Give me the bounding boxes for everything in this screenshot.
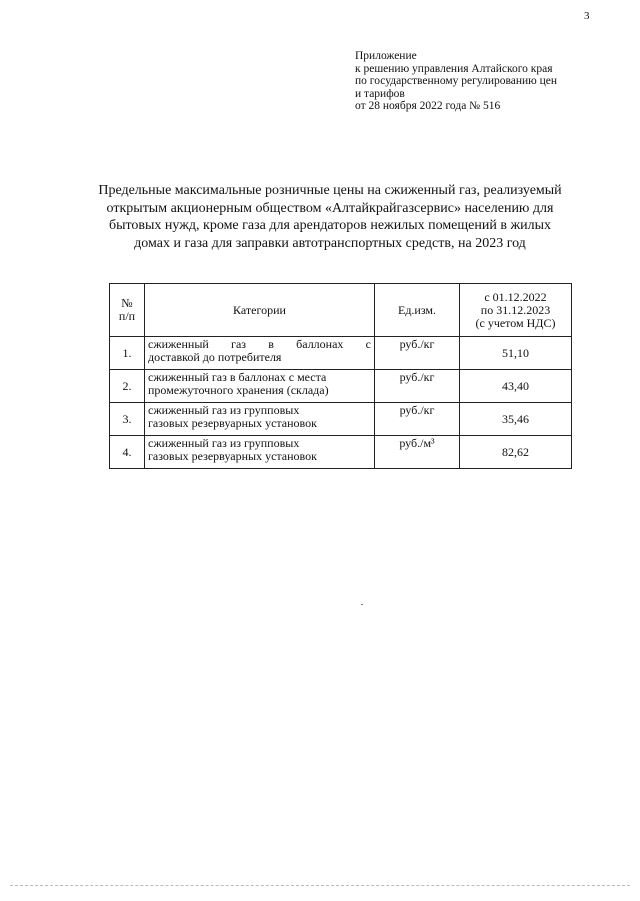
- category-word: в: [268, 337, 274, 351]
- header-number-line: п/п: [118, 309, 136, 323]
- row-category-line: промежуточного хранения (склада): [148, 383, 329, 397]
- row-number: 1.: [110, 337, 145, 370]
- page-bottom-edge: [10, 885, 630, 886]
- row-price: 35,46: [460, 403, 572, 436]
- row-category-line: доставкой до потребителя: [148, 350, 282, 364]
- row-category: [145, 403, 375, 436]
- title-line: домах и газа для заправки автотранспортных средств, на 2023 год: [134, 235, 526, 251]
- row-category-line: сжиженный газ в баллонах с места: [148, 370, 327, 384]
- appendix-line: к решению управления Алтайского края: [355, 62, 553, 75]
- row-category-line: сжиженный газ из групповых: [148, 436, 300, 450]
- row-unit: руб./кг: [375, 403, 460, 436]
- category-word: баллонах: [296, 337, 344, 351]
- row-category: [145, 337, 375, 370]
- row-category: [145, 370, 375, 403]
- scan-speck: [361, 604, 363, 605]
- row-unit: руб./кг: [375, 370, 460, 403]
- row-category: [145, 436, 375, 469]
- table-row: [110, 337, 572, 370]
- row-category-line: газовых резервуарных установок: [148, 449, 317, 463]
- table-header-row: [110, 284, 572, 337]
- row-category-line: сжиженный газ из групповых: [148, 403, 300, 417]
- row-unit: руб./кг: [375, 337, 460, 370]
- title-line: бытовых нужд, кроме газа для арендаторов нежилых помещений в жилых: [108, 218, 552, 233]
- appendix-line: от 28 ноября 2022 года № 516: [355, 100, 501, 112]
- price-table: [109, 283, 572, 469]
- page-number: 3: [584, 10, 590, 22]
- row-number: 4.: [110, 436, 145, 469]
- header-price-line: с 01.12.2022: [484, 289, 547, 304]
- document-title: [80, 182, 580, 252]
- header-unit: Ед.изм.: [375, 284, 460, 337]
- appendix-line: по государственному регулированию цен: [355, 75, 558, 87]
- table-row: [110, 370, 572, 403]
- row-price: 82,62: [460, 436, 572, 469]
- appendix-block: [355, 50, 595, 113]
- row-category-line: газовых резервуарных установок: [148, 416, 317, 430]
- row-price: 51,10: [460, 337, 572, 370]
- header-number-line: №: [121, 296, 133, 310]
- row-price: 43,40: [460, 370, 572, 403]
- category-word: газ: [231, 337, 247, 351]
- title-line: Предельные максимальные розничные цены на сжиженный газ, реализуемый: [98, 183, 562, 198]
- header-price-line: по 31.12.2023: [480, 302, 551, 317]
- category-word: с: [365, 337, 371, 351]
- category-word: сжиженный: [148, 337, 209, 351]
- header-price-line: (с учетом НДС): [475, 315, 556, 330]
- header-category: Категории: [145, 284, 375, 337]
- header-number: [110, 284, 145, 337]
- row-number: 2.: [110, 370, 145, 403]
- title-line: открытым акционерным обществом «Алтайкрайгазсервис» населению для: [106, 200, 554, 216]
- table-row: [110, 436, 572, 469]
- header-price: [460, 284, 572, 337]
- appendix-line: и тарифов: [355, 87, 405, 100]
- row-number: 3.: [110, 403, 145, 436]
- table-row: [110, 403, 572, 436]
- row-unit: руб./м³: [375, 436, 460, 469]
- appendix-line: Приложение: [355, 50, 417, 62]
